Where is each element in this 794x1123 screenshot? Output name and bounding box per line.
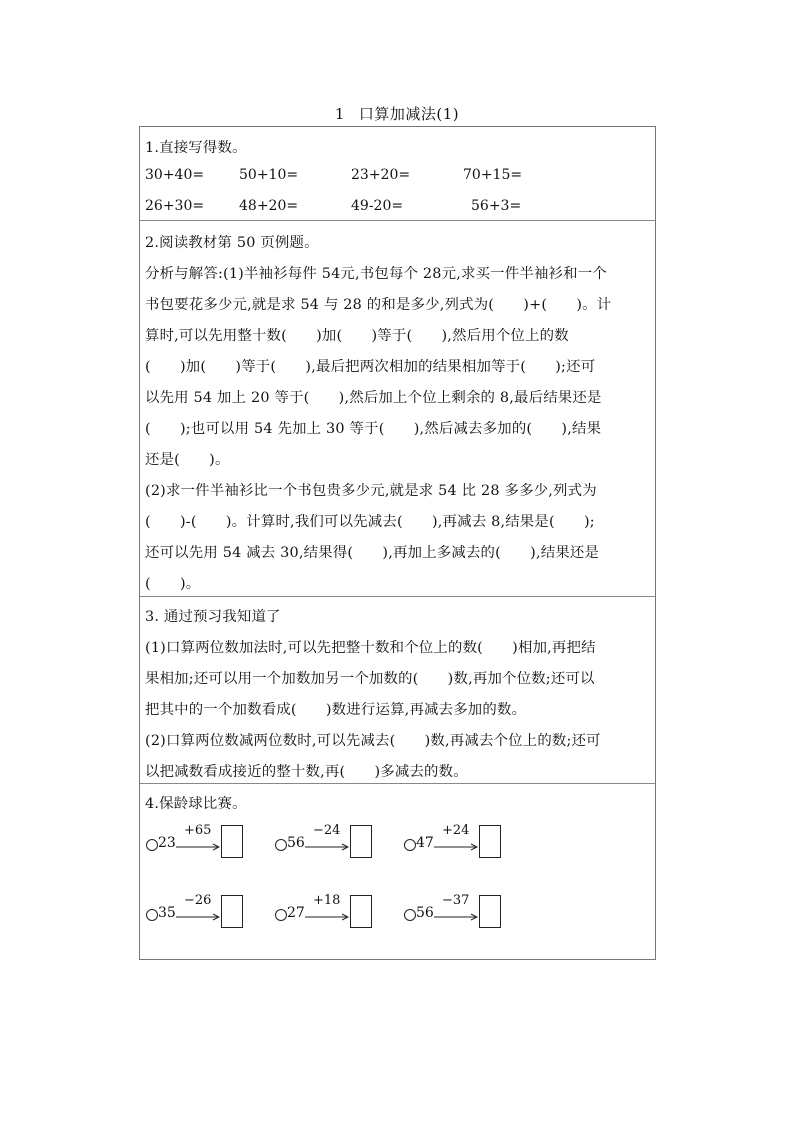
circle-marker-icon — [404, 839, 416, 851]
circle-marker-icon — [275, 909, 287, 921]
start-number: 56 — [287, 835, 305, 851]
answer-box[interactable] — [479, 825, 501, 858]
text-line: 以把减数看成接近的整十数,再( )多减去的数。 — [145, 764, 468, 780]
section-heading: 2.阅读教材第 50 页例题。 — [145, 235, 319, 251]
text-line: 分析与解答:(1)半袖衫每件 54元,书包每个 28元,求买一件半袖衫和一个 — [145, 266, 607, 282]
text-line: 果相加;还可以用一个加数加另一个加数的( )数,再加个位数;还可以 — [145, 671, 595, 687]
operation-label: +18 — [313, 893, 341, 908]
section-heading: 3. 通过预习我知道了 — [145, 609, 281, 625]
start-number: 35 — [158, 905, 176, 921]
problem-cell: 23+20= — [351, 167, 411, 183]
lesson-title: 口算加减法(1) — [358, 105, 460, 123]
text-line: 还是( )。 — [145, 452, 230, 468]
text-line: (2)求一件半袖衫比一个书包贵多少元,就是求 54 比 28 多多少,列式为 — [145, 483, 597, 499]
answer-box[interactable] — [221, 825, 243, 858]
text-line: 以先用 54 加上 20 等于( ),然后加上个位上剩余的 8,最后结果还是 — [145, 390, 602, 406]
start-number: 47 — [416, 835, 434, 851]
text-line: 把其中的一个加数看成( )数进行运算,再减去多加的数。 — [145, 702, 527, 718]
answer-box[interactable] — [479, 895, 501, 928]
section-heading: 1.直接写得数。 — [145, 140, 247, 156]
operation-label: −24 — [313, 823, 341, 838]
arrow-right-icon — [434, 843, 478, 851]
text-line: 算时,可以先用整十数( )加( )等于( ),然后用个位上的数 — [145, 328, 569, 344]
page-title — [0, 103, 794, 124]
operation-label: −26 — [184, 893, 212, 908]
start-number: 27 — [287, 905, 305, 921]
section-heading: 4.保龄球比赛。 — [145, 796, 247, 812]
bowling-problem — [275, 887, 405, 927]
bowling-problem — [404, 817, 534, 857]
answer-box[interactable] — [221, 895, 243, 928]
arrow-right-icon — [434, 913, 478, 921]
arrow-right-icon — [176, 913, 220, 921]
section-reading-example — [140, 220, 655, 597]
problem-cell: 30+40= — [145, 167, 205, 183]
arrow-right-icon — [305, 843, 349, 851]
text-line: (2)口算两位数减两位数时,可以先减去( )数,再减去个位上的数;还可 — [145, 733, 601, 749]
worksheet-table — [139, 126, 656, 960]
text-line: ( );也可以用 54 先加上 30 等于( ),然后减去多加的( ),结果 — [145, 421, 602, 437]
answer-box[interactable] — [350, 825, 372, 858]
arrow-right-icon — [176, 843, 220, 851]
start-number: 56 — [416, 905, 434, 921]
problem-cell: 56+3= — [471, 198, 522, 214]
arrow-right-icon — [305, 913, 349, 921]
section-direct-answers — [140, 127, 655, 220]
bowling-problem — [146, 817, 276, 857]
answer-box[interactable] — [350, 895, 372, 928]
text-line: (1)口算两位数加法时,可以先把整十数和个位上的数( )相加,再把结 — [145, 640, 596, 656]
text-line: ( )-( )。计算时,我们可以先减去( ),再减去 8,结果是( ); — [145, 514, 595, 530]
bowling-problem — [404, 887, 534, 927]
problem-cell: 70+15= — [463, 167, 523, 183]
problem-cell: 26+30= — [145, 198, 205, 214]
bowling-problem — [275, 817, 405, 857]
circle-marker-icon — [404, 909, 416, 921]
text-line: ( )加( )等于( ),最后把两次相加的结果相加等于( );还可 — [145, 359, 596, 375]
section-bowling-game — [140, 783, 655, 960]
circle-marker-icon — [146, 909, 158, 921]
bowling-problem — [146, 887, 276, 927]
text-line: 书包要花多少元,就是求 54 与 28 的和是多少,列式为( )+( )。计 — [145, 297, 612, 313]
start-number: 23 — [158, 835, 176, 851]
text-line: ( )。 — [145, 576, 201, 592]
text-line: 还可以先用 54 减去 30,结果得( ),再加上多减去的( ),结果还是 — [145, 545, 600, 561]
operation-label: +65 — [184, 823, 212, 838]
problem-cell: 50+10= — [239, 167, 299, 183]
circle-marker-icon — [275, 839, 287, 851]
section-preview-summary — [140, 596, 655, 784]
problem-cell: 49-20= — [351, 198, 404, 214]
operation-label: +24 — [442, 823, 470, 838]
problem-cell: 48+20= — [239, 198, 299, 214]
circle-marker-icon — [146, 839, 158, 851]
operation-label: −37 — [442, 893, 470, 908]
lesson-number: 1 — [334, 105, 345, 123]
